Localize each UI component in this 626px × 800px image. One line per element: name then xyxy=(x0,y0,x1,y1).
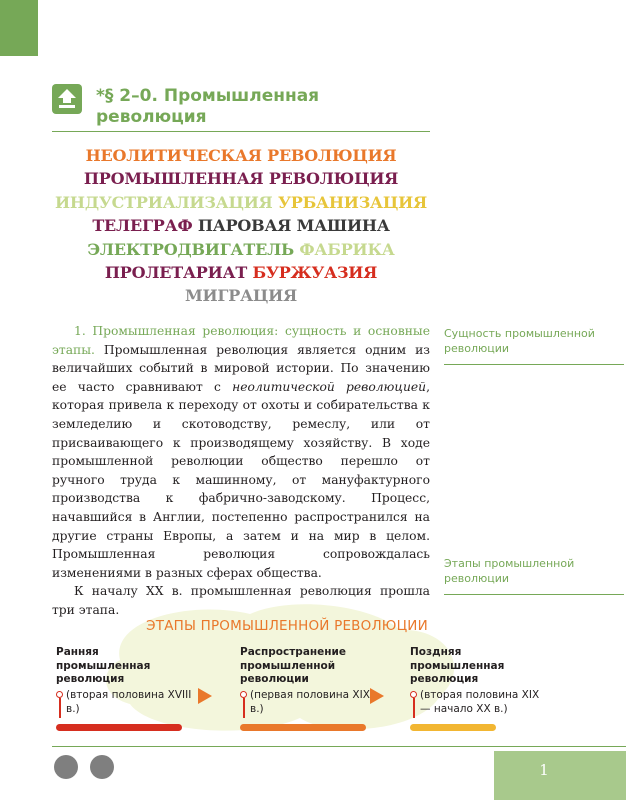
keyword: МИГРАЦИЯ xyxy=(184,286,298,306)
stage-period: (вторая половина XVIII в.) xyxy=(66,688,192,715)
emphasis-term: неолитической революцией xyxy=(232,379,427,394)
stage-period-wrap xyxy=(410,688,550,716)
stage-item xyxy=(410,646,550,716)
keyword: ПРОМЫШЛЕННАЯ РЕВОЛЮЦИЯ xyxy=(83,169,399,189)
keyword: ЭЛЕКТРОДВИГАТЕЛЬ xyxy=(87,239,295,259)
stage-bar xyxy=(240,724,366,731)
stage-period: (вторая половина XIX — начало XX в.) xyxy=(420,688,540,715)
timeline-marker-icon xyxy=(410,691,417,698)
stage-item xyxy=(56,646,196,716)
paragraph-text: , которая привела к переходу от охоты и собирательства к земледелию и скотоводству, ремеслу, или от присваивающего к производящему хозяйству. В ходе промышленной революции общество перешло от ручного труда к машинному, от мануфактурного производства к фабрично-заводскому. Процесс, начавшийся в Англии, постепенно распространился на другие страны Европы, а затем и на мир в целом. Промышленная революция сопровождалась изменениями в разных сферах общества. xyxy=(52,379,430,580)
stages-title: ЭТАПЫ ПРОМЫШЛЕННОЙ РЕВОЛЮЦИИ xyxy=(146,618,428,634)
stage-name: Распространение промышленной революции xyxy=(240,646,347,685)
corner-tab xyxy=(0,0,38,56)
nav-dot[interactable] xyxy=(54,755,78,779)
body-text xyxy=(52,322,430,620)
stage-name: Поздняя промышленная революция xyxy=(410,646,505,685)
section-title: *§ 2–0. Промышленная революция xyxy=(96,86,320,127)
stage-item xyxy=(240,646,380,716)
arrow-right-icon xyxy=(370,688,384,704)
timeline-marker-icon xyxy=(56,691,63,698)
stage-name: Ранняя промышленная революция xyxy=(56,646,151,685)
keyword-cloud xyxy=(52,144,430,308)
stage-period-wrap xyxy=(56,688,196,716)
subsection-heading: 1. Промышленная революция: сущность и основные этапы. xyxy=(52,324,430,357)
margin-note-rule xyxy=(444,594,624,595)
stages-diagram xyxy=(0,600,626,750)
timeline-marker-icon xyxy=(240,691,247,698)
home-arrow-icon xyxy=(57,88,77,110)
keyword: ПАРОВАЯ МАШИНА xyxy=(197,216,390,236)
keyword: ПРОЛЕТАРИАТ xyxy=(104,263,248,283)
stage-period-wrap xyxy=(240,688,380,716)
page-number-box xyxy=(494,751,626,800)
timeline-stem xyxy=(59,698,61,718)
paragraph xyxy=(52,322,430,582)
timeline-stem xyxy=(413,698,415,718)
margin-note-rule xyxy=(444,364,624,365)
paragraph-text: Промышленная революция является одним из величайших событий в мировой истории. По значению ее часто сравнивают с xyxy=(52,342,430,394)
page-number: 1 xyxy=(539,761,549,779)
stage-bar xyxy=(410,724,496,731)
margin-note: Этапы промышленной революции xyxy=(444,557,575,585)
footer-divider xyxy=(52,746,626,747)
nav-dot[interactable] xyxy=(90,755,114,779)
keyword: ИНДУСТРИАЛИЗАЦИЯ xyxy=(55,192,273,212)
home-icon xyxy=(52,84,82,114)
stage-period: (первая половина XIX в.) xyxy=(250,688,370,715)
paragraph: К началу XX в. промышленная революция прошла три этапа. xyxy=(52,584,430,617)
margin-note: Сущность промышленной революции xyxy=(444,327,595,355)
timeline-stem xyxy=(243,698,245,718)
stage-bar xyxy=(56,724,182,731)
keyword: ТЕЛЕГРАФ xyxy=(92,216,193,236)
keyword: ФАБРИКА xyxy=(299,239,395,259)
keyword: БУРЖУАЗИЯ xyxy=(252,263,378,283)
keyword: НЕОЛИТИЧЕСКАЯ РЕВОЛЮЦИЯ xyxy=(85,146,397,165)
keyword: УРБАНИЗАЦИЯ xyxy=(277,192,427,212)
arrow-right-icon xyxy=(198,688,212,704)
heading-divider xyxy=(52,131,430,132)
